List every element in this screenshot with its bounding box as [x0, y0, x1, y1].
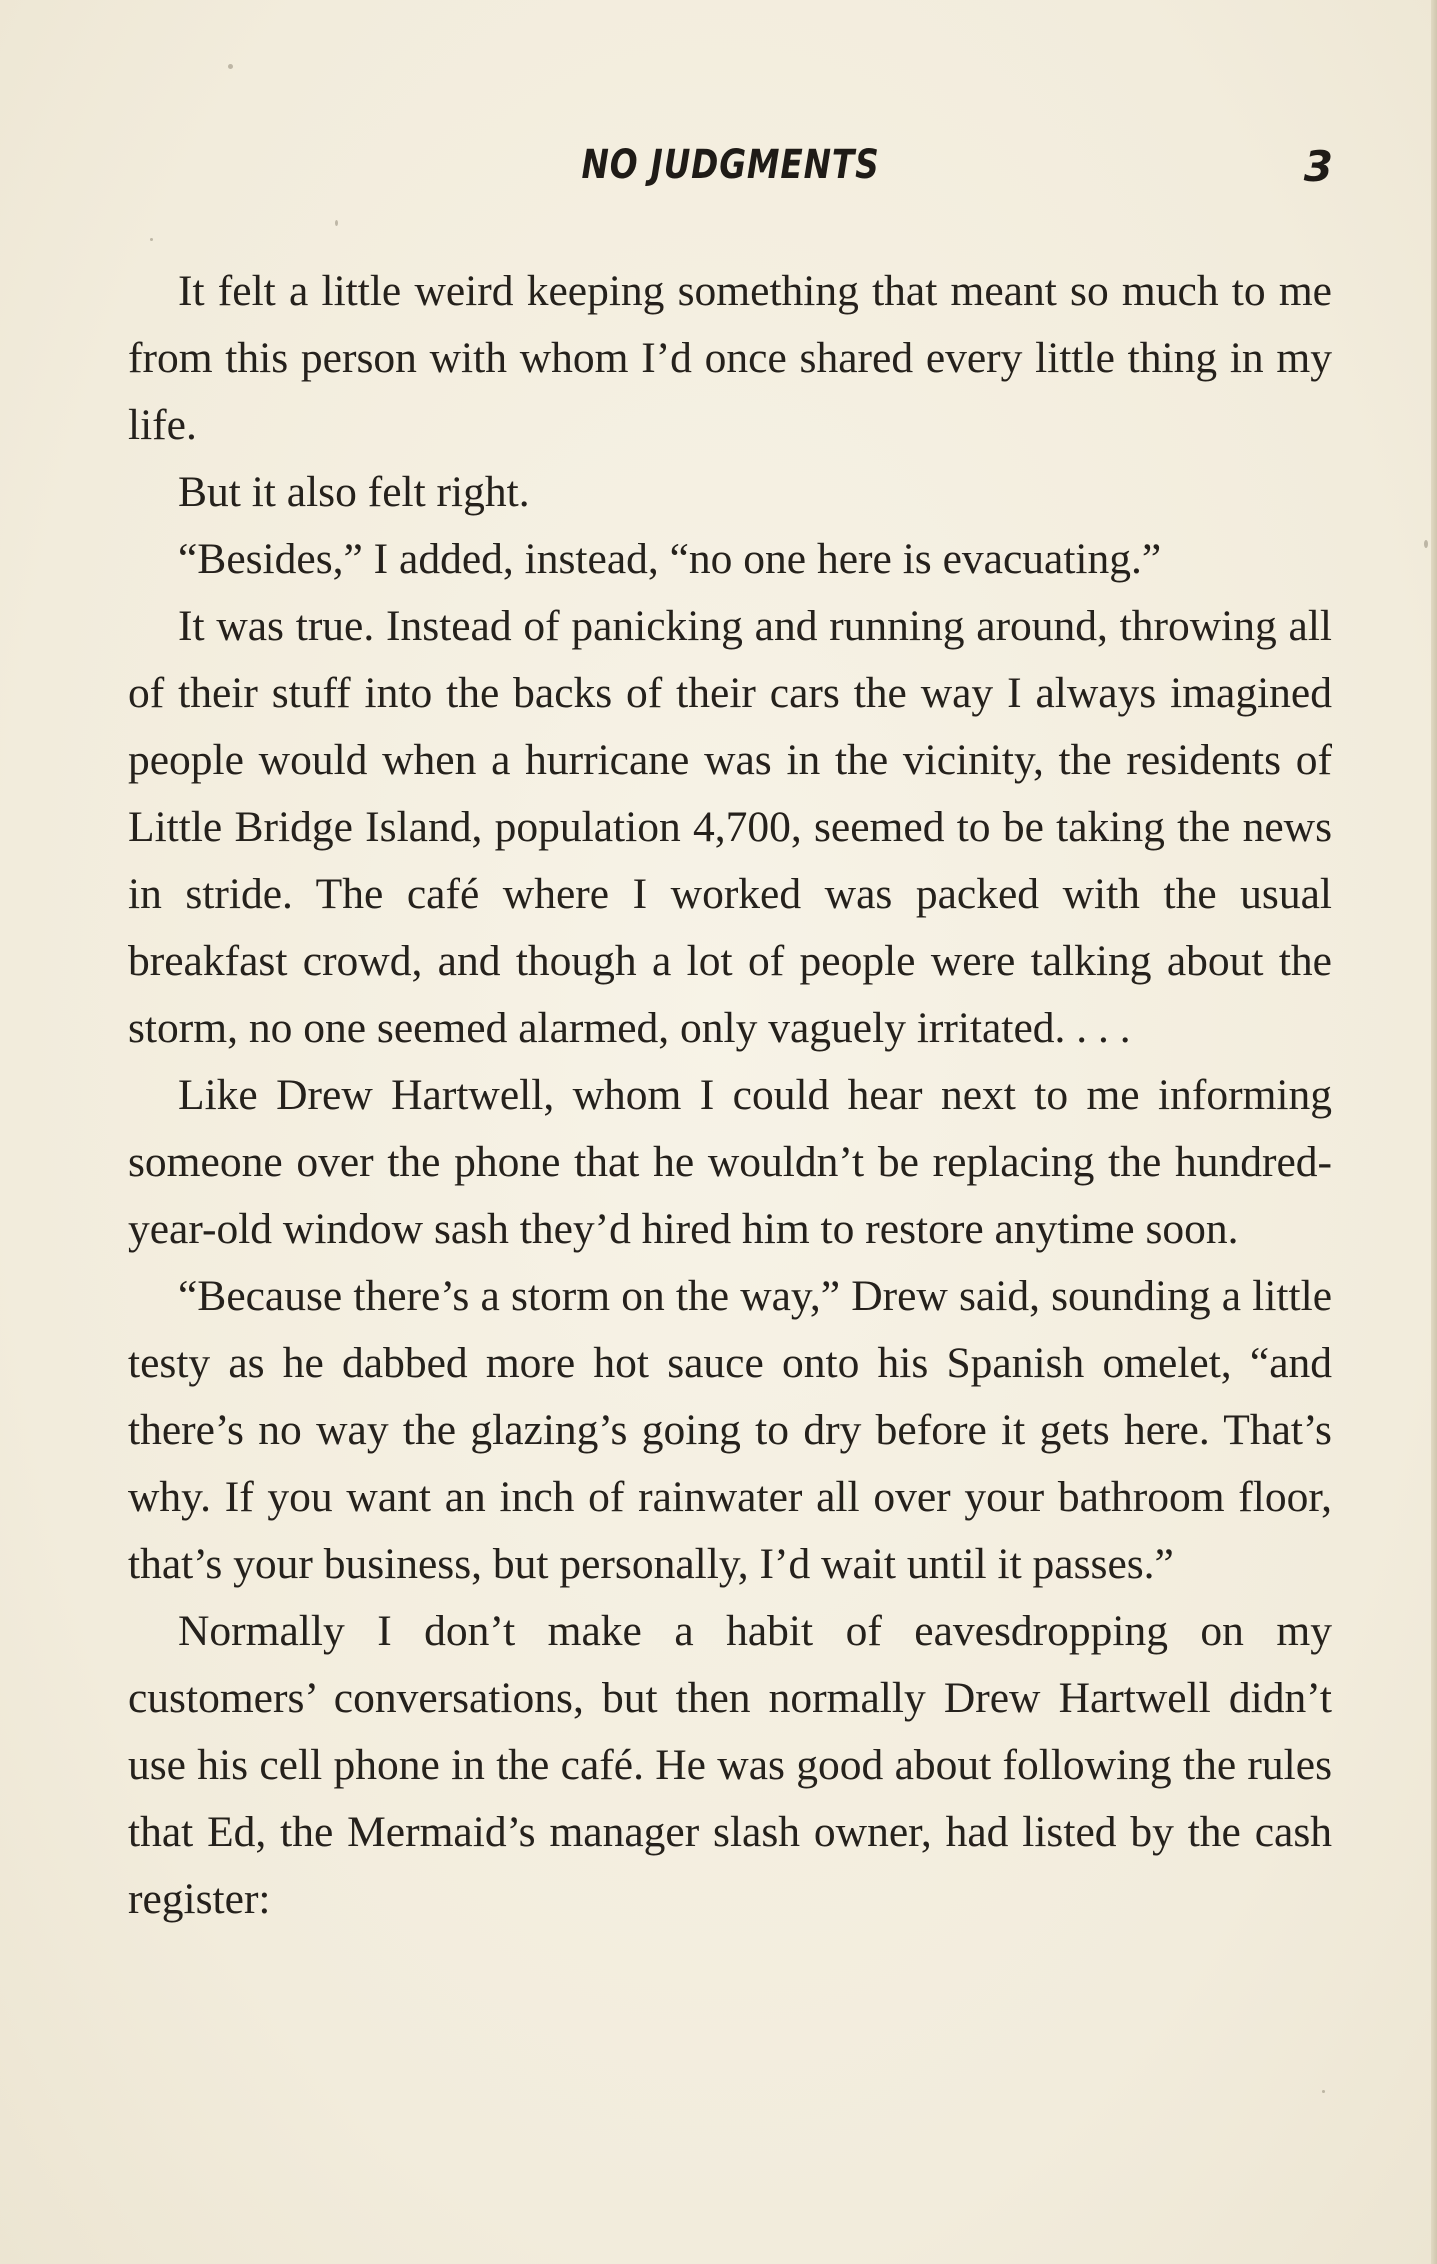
paragraph: “Besides,” I added, instead, “no one here is evacuating.” — [178, 535, 1162, 583]
page-edge — [1431, 0, 1437, 2264]
running-head: NO JUDGMENTS — [581, 142, 880, 188]
paragraph: Normally I don’t make a habit of eavesdropping on my customers’ conversations, but then normally Drew Hartwell didn’t use his cell phone in the café. He was good about following the rules that Ed, the Mermaid’s manager slash owner, had listed by the cash register: — [128, 1607, 1332, 1923]
paragraph: It was true. Instead of panicking and running around, throwing all of their stuff into the backs of their cars the way I always imagined people would when a hurricane was in the vicinity, the residents of Little Bridge Island, population 4,700, seemed to be taking the news in stride. The café where I worked was packed with the usual breakfast crowd, and though a lot of people were talking about the storm, no one seemed alarmed, only vaguely irritated. . . . — [128, 602, 1332, 1052]
page-header — [128, 142, 1333, 202]
paragraph: It felt a little weird keeping something that meant so much to me from this person with whom I’d once shared every little thing in my life. — [128, 267, 1332, 449]
paragraph: “Because there’s a storm on the way,” Drew said, sounding a little testy as he dabbed more hot sauce onto his Spanish omelet, “and there’s no way the glazing’s going to dry before it gets here. That’s why. If you want an inch of rainwater all over your bathroom floor, that’s your business, but personally, I’d wait until it passes.” — [128, 1272, 1332, 1588]
body-text — [128, 258, 1332, 1933]
paragraph: Like Drew Hartwell, whom I could hear next to me informing someone over the phone that he wouldn’t be replacing the hundred-year-old window sash they’d hired him to restore anytime soon. — [128, 1071, 1332, 1253]
paragraph: But it also felt right. — [178, 468, 530, 516]
page-number: 3 — [1303, 142, 1333, 191]
